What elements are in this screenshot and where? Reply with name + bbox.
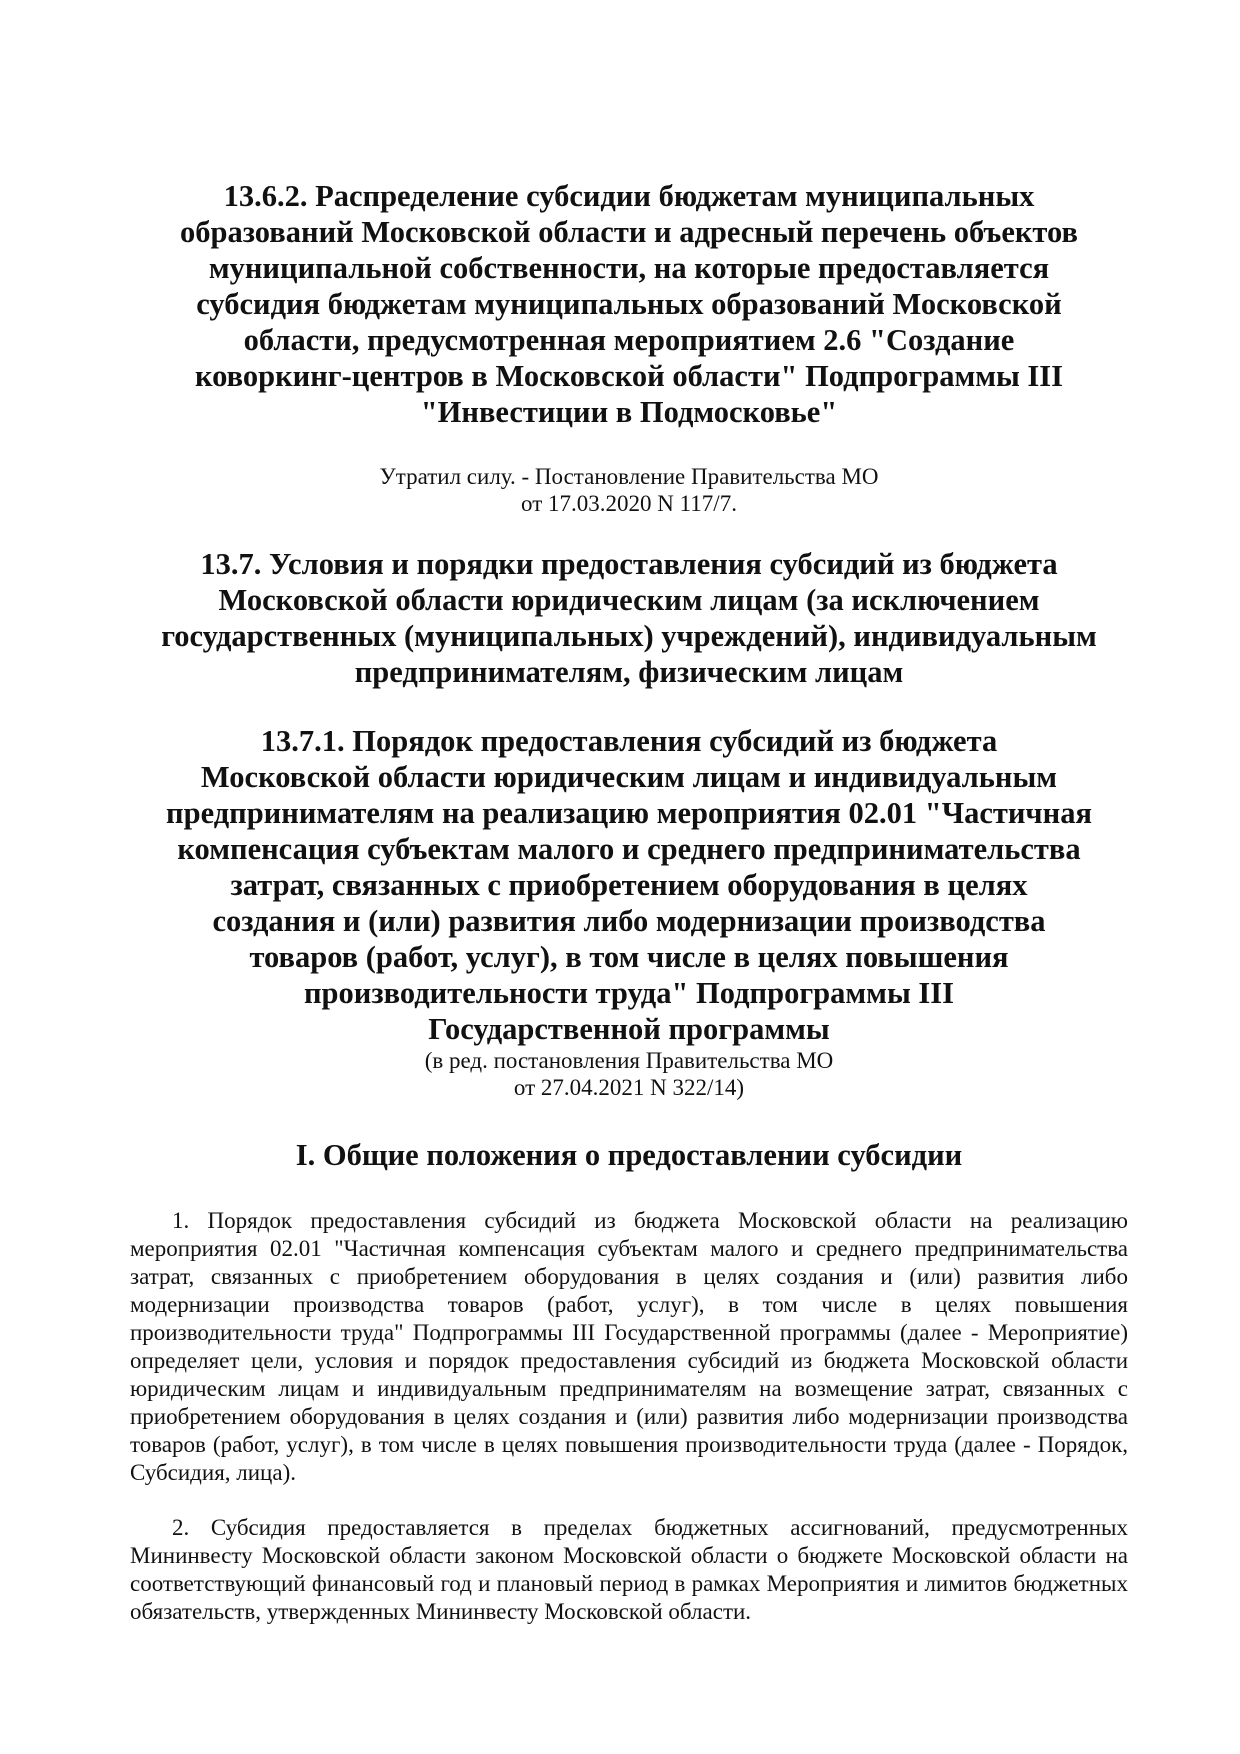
heading-line: субсидия бюджетам муниципальных образований Московской [196,287,1062,321]
heading-line: муниципальной собственности, на которые предоставляется [208,251,1050,285]
heading-13-7-1 [130,723,1128,1047]
heading-line: предпринимателям, физическим лицам [354,655,904,689]
note-line: (в ред. постановления Правительства МО [424,1048,834,1073]
heading-line: "Инвестиции в Подмосковье" [420,395,838,429]
repeal-note [130,463,1128,517]
note-line: от 17.03.2020 N 117/7. [521,491,737,516]
heading-line: создания и (или) развития либо модернизации производства [212,904,1046,938]
section-1-heading: I. Общие положения о предоставлении субсидии [295,1138,963,1172]
heading-13-7 [130,546,1128,690]
heading-line: коворкинг-центров в Московской области" Подпрограммы III [194,359,1064,393]
heading-line: области, предусмотренная мероприятием 2.6 "Создание [243,323,1015,357]
heading-line: государственных (муниципальных) учреждений), индивидуальным [161,619,1097,653]
heading-line: Московской области юридическим лицам и индивидуальным [200,760,1058,794]
heading-line: 13.6.2. Распределение субсидии бюджетам муниципальных [223,179,1035,213]
heading-line: товаров (работ, услуг), в том числе в целях повышения [249,940,1009,974]
heading-13-6-2 [130,178,1128,430]
heading-line: затрат, связанных с приобретением оборудования в целях [230,868,1028,902]
heading-line: предпринимателям на реализацию мероприятия 02.01 "Частичная [166,796,1092,830]
amendment-note [130,1047,1128,1101]
note-line: от 27.04.2021 N 322/14) [513,1075,745,1100]
heading-line: образований Московской области и адресный перечень объектов [180,215,1078,249]
heading-line: компенсация субъектам малого и среднего предпринимательства [177,832,1081,866]
paragraph-1: 1. Порядок предоставления субсидий из бюджета Московской области на реализацию мероприятия 02.01 "Частичная компенсация субъектам малого и среднего предпринимательства затрат, связанных с приобретением оборудования в целях создания и (или) развития либо модернизации производства товаров (работ, услуг), в том числе в целях повышения производительности труда" Подпрограммы III Государственной программы (далее - Мероприятие) определяет цели, условия и порядок предоставления субсидий из бюджета Московской области юридическим лицам и индивидуальным предпринимателям на возмещение затрат, связанных с приобретением оборудования в целях создания и (или) развития либо модернизации производства товаров (работ, услуг), в том числе в целях повышения производительности труда (далее - Порядок, Субсидия, лица). [130,1208,1128,1485]
heading-line: производительности труда" Подпрограммы III [303,976,954,1010]
paragraph-2: 2. Субсидия предоставляется в пределах бюджетных ассигнований, предусмотренных Мининвесту Московской области законом Московской области о бюджете Московской области на соответствующий финансовый год и плановый период в рамках Мероприятия и лимитов бюджетных обязательств, утвержденных Мининвесту Московской области. [130,1515,1128,1624]
heading-line: Московской области юридическим лицам (за исключением [218,583,1040,617]
heading-line: Государственной программы [428,1012,830,1046]
heading-line: 13.7. Условия и порядки предоставления субсидий из бюджета [200,547,1058,581]
note-line: Утратил силу. - Постановление Правительства МО [379,464,879,489]
heading-line: 13.7.1. Порядок предоставления субсидий из бюджета [260,724,998,758]
